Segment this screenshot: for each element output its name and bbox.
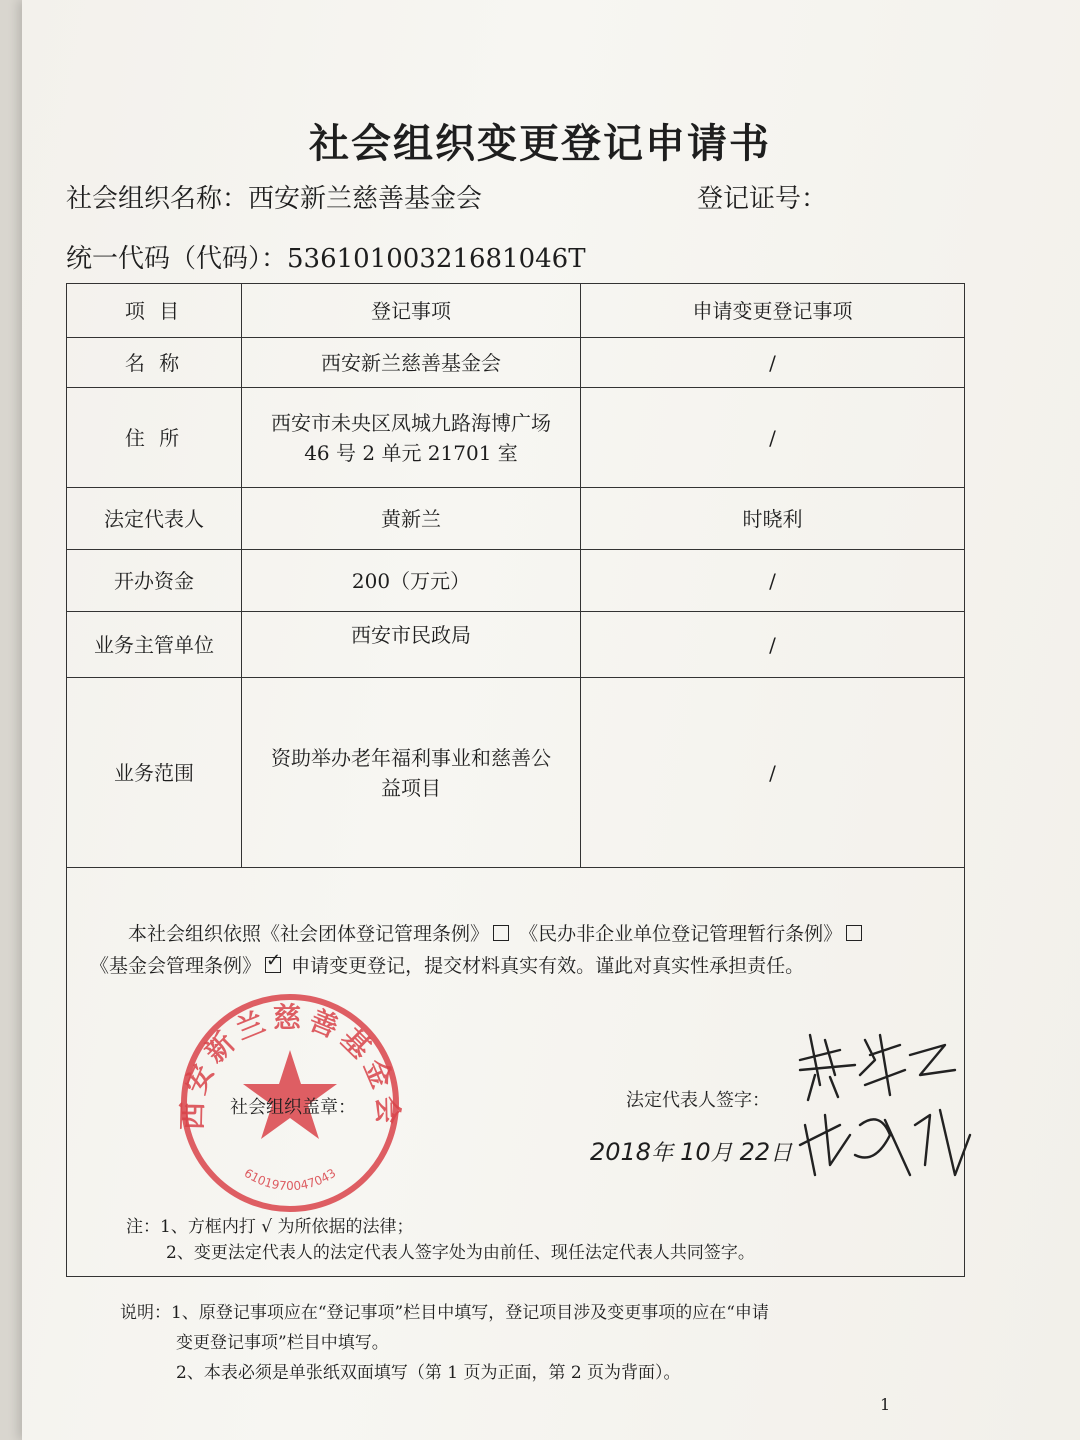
seal-label: 社会组织盖章： (230, 1097, 356, 1118)
row-change: / (581, 678, 965, 868)
row-item: 名 称 (67, 338, 242, 388)
date-day: 22 (739, 1138, 771, 1166)
header-change: 申请变更登记事项 (581, 284, 965, 338)
row-change: 时晓利 (581, 488, 965, 550)
checkbox-foundation-regulation (265, 957, 281, 973)
declaration-part4: 申请变更登记，提交材料真实有效。谨此对真实性承担责任。 (291, 955, 805, 977)
date-day-unit: 日 (770, 1141, 793, 1166)
registration-table (66, 283, 965, 868)
table-row (67, 678, 965, 868)
row-registered: 200（万元） (242, 550, 581, 612)
date-year: 2018 (590, 1138, 652, 1166)
table-row (67, 612, 965, 678)
row-registered: 资助举办老年福利事业和慈善公益项目 (242, 678, 581, 868)
page-number: 1 (880, 1395, 891, 1414)
row-change: / (581, 612, 965, 678)
explanation-1a: 说明：1、原登记事项应在“登记事项”栏目中填写，登记项目涉及变更事项的应在“申请 (120, 1303, 769, 1323)
row-registered: 西安新兰慈善基金会 (242, 338, 581, 388)
row-registered: 西安市未央区凤城九路海博广场 46 号 2 单元 21701 室 (242, 388, 581, 488)
unified-code-line: 统一代码（代码）：53610100321681046T (66, 244, 586, 274)
explanation-1b: 变更登记事项”栏目中填写。 (176, 1333, 389, 1353)
declaration-part3: 《基金会管理条例》 (90, 955, 262, 977)
org-name-line: 社会组织名称：西安新兰慈善基金会 (66, 184, 483, 214)
date-month: 10 (680, 1138, 711, 1166)
table-row (67, 338, 965, 388)
explanation-2: 2、本表必须是单张纸双面填写（第 1 页为正面，第 2 页为背面）。 (176, 1363, 681, 1383)
explanation (120, 1298, 920, 1388)
note-1: 注：1、方框内打 √ 为所依据的法律； (126, 1217, 414, 1237)
note-2: 2、变更法定代表人的法定代表人签字处为由前任、现任法定代表人共同签字。 (166, 1243, 755, 1263)
checkbox-private-nonenterprise-regulation (846, 925, 862, 941)
row-item: 法定代表人 (67, 488, 242, 550)
row-registered: 西安市民政局 (242, 612, 581, 678)
row-item: 业务主管单位 (67, 612, 242, 678)
declaration-part2: 《民办非企业单位登记管理暂行条例》 (519, 923, 843, 945)
row-item: 开办资金 (67, 550, 242, 612)
signature-label: 法定代表人签字： (626, 1090, 770, 1111)
table-row (67, 388, 965, 488)
table-header-row (67, 284, 965, 338)
row-change: / (581, 388, 965, 488)
header-registered: 登记事项 (242, 284, 581, 338)
row-registered: 黄新兰 (242, 488, 581, 550)
handwritten-signatures (780, 1015, 980, 1185)
row-change: / (581, 550, 965, 612)
row-item: 业务范围 (67, 678, 242, 868)
header-item: 项 目 (67, 284, 242, 338)
checkbox-social-group-regulation (493, 925, 509, 941)
seal-text: 西安新兰慈善基金会 (175, 1001, 405, 1131)
declaration-part1: 本社会组织依照《社会团体登记管理条例》 (128, 923, 490, 945)
declaration-text (90, 918, 958, 982)
svg-text:6101970047043 (242, 1166, 339, 1193)
seal-number: 6101970047043 (241, 1165, 339, 1194)
row-change: / (581, 338, 965, 388)
date-year-unit: 年 (651, 1141, 674, 1166)
document-title: 社会组织变更登记申请书 (309, 120, 771, 167)
row-item: 住 所 (67, 388, 242, 488)
table-row (67, 550, 965, 612)
signing-date (590, 1136, 792, 1167)
table-row (67, 488, 965, 550)
registration-cert-line: 登记证号： (697, 184, 828, 214)
date-month-unit: 月 (710, 1141, 733, 1166)
